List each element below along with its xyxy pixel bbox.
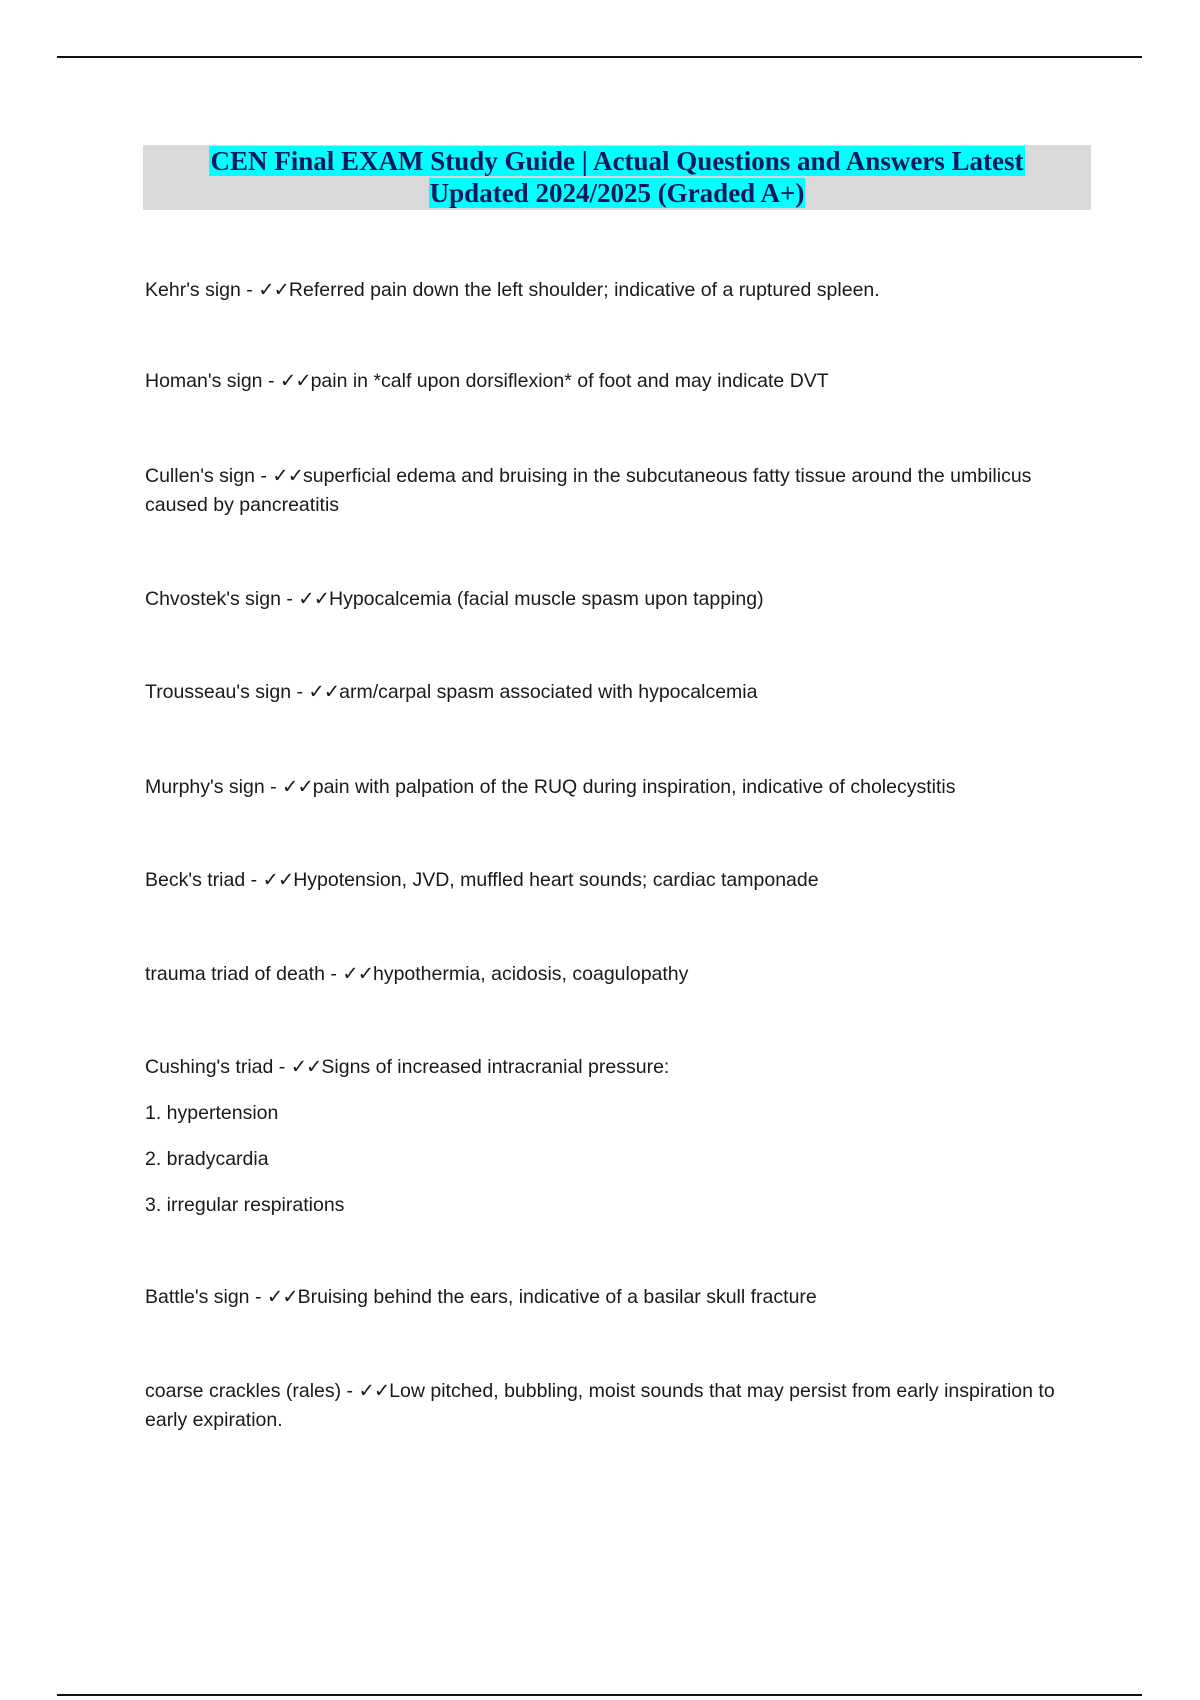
check-icon: ✓✓ (272, 464, 303, 487)
entry-definition: Referred pain down the left shoulder; indicative of a ruptured spleen. (288, 279, 880, 301)
separator: - (324, 963, 343, 985)
entry-term: Cullen's sign (145, 465, 255, 487)
separator: - (341, 1380, 359, 1402)
entry-definition: pain in *calf upon dorsiflexion* of foot and may indicate DVT (310, 370, 829, 392)
entry-term: coarse crackles (rales) (145, 1380, 342, 1402)
entry-kehrs-sign (145, 275, 1090, 305)
bottom-rule (57, 1694, 1142, 1696)
entry-trousseaus-sign (145, 677, 1090, 707)
separator: - (249, 1286, 267, 1308)
entry-definition: Hypotension, JVD, muffled heart sounds; cardiac tamponade (293, 869, 819, 891)
entry-definition: Signs of increased intracranial pressure: (321, 1056, 670, 1078)
title-line-2: Updated 2024/2025 (Graded A+) (429, 178, 805, 208)
check-icon: ✓✓ (262, 868, 294, 891)
entry-definition: pain with palpation of the RUQ during inspiration, indicative of cholecystitis (312, 776, 956, 798)
separator: - (291, 681, 309, 703)
entry-term: Cushing's triad (145, 1056, 274, 1078)
check-icon: ✓✓ (298, 587, 329, 610)
entry-definition: Low pitched, bubbling, moist sounds that may persist from early inspiration to early expiration. (145, 1380, 1055, 1431)
separator: - (273, 1056, 291, 1078)
entry-term: trauma triad of death (145, 963, 325, 985)
entry-cullens-sign (145, 461, 1090, 520)
check-icon: ✓✓ (282, 775, 313, 798)
separator: - (262, 370, 280, 392)
entry-murphys-sign (145, 772, 1090, 802)
separator: - (245, 869, 263, 891)
entry-term: Homan's sign (145, 370, 263, 392)
list-item: 1. hypertension (145, 1102, 279, 1124)
entry-term: Murphy's sign (145, 776, 265, 798)
check-icon: ✓✓ (290, 1055, 322, 1078)
entry-coarse-crackles (145, 1376, 1090, 1435)
list-item: 3. irregular respirations (145, 1194, 345, 1216)
entry-definition: Bruising behind the ears, indicative of a basilar skull fracture (297, 1286, 817, 1308)
document-title (143, 145, 1091, 210)
entry-term: Trousseau's sign (145, 681, 292, 703)
check-icon: ✓✓ (279, 369, 311, 392)
entry-becks-triad (145, 865, 1090, 895)
entry-term: Kehr's sign (145, 279, 241, 301)
title-line-1: CEN Final EXAM Study Guide | Actual Questions and Answers Latest (210, 146, 1024, 176)
top-rule (57, 56, 1142, 58)
check-icon: ✓✓ (308, 680, 340, 703)
entry-definition: superficial edema and bruising in the subcutaneous fatty tissue around the umbilicus caused by pancreatitis (145, 465, 1032, 516)
entry-cushings-triad (145, 1052, 1090, 1220)
entry-term: Chvostek's sign (145, 588, 281, 610)
entry-term: Battle's sign (145, 1286, 250, 1308)
entry-trauma-triad-of-death (145, 959, 1090, 989)
check-icon: ✓✓ (266, 1285, 298, 1308)
entry-definition: hypothermia, acidosis, coagulopathy (372, 963, 689, 985)
separator: - (240, 279, 259, 301)
separator: - (264, 776, 283, 798)
list-item: 2. bradycardia (145, 1148, 269, 1170)
separator: - (280, 588, 299, 610)
check-icon: ✓✓ (258, 278, 289, 301)
check-icon: ✓✓ (342, 962, 373, 985)
entry-term: Beck's triad (145, 869, 246, 891)
entry-heading (145, 1052, 1090, 1082)
entry-chvosteks-sign (145, 584, 1090, 614)
entry-definition: Hypocalcemia (facial muscle spasm upon tapping) (328, 588, 764, 610)
separator: - (254, 465, 273, 487)
check-icon: ✓✓ (358, 1379, 390, 1402)
entry-battles-sign (145, 1282, 1090, 1312)
entry-homans-sign (145, 366, 1090, 396)
entry-definition: arm/carpal spasm associated with hypocalcemia (339, 681, 758, 703)
